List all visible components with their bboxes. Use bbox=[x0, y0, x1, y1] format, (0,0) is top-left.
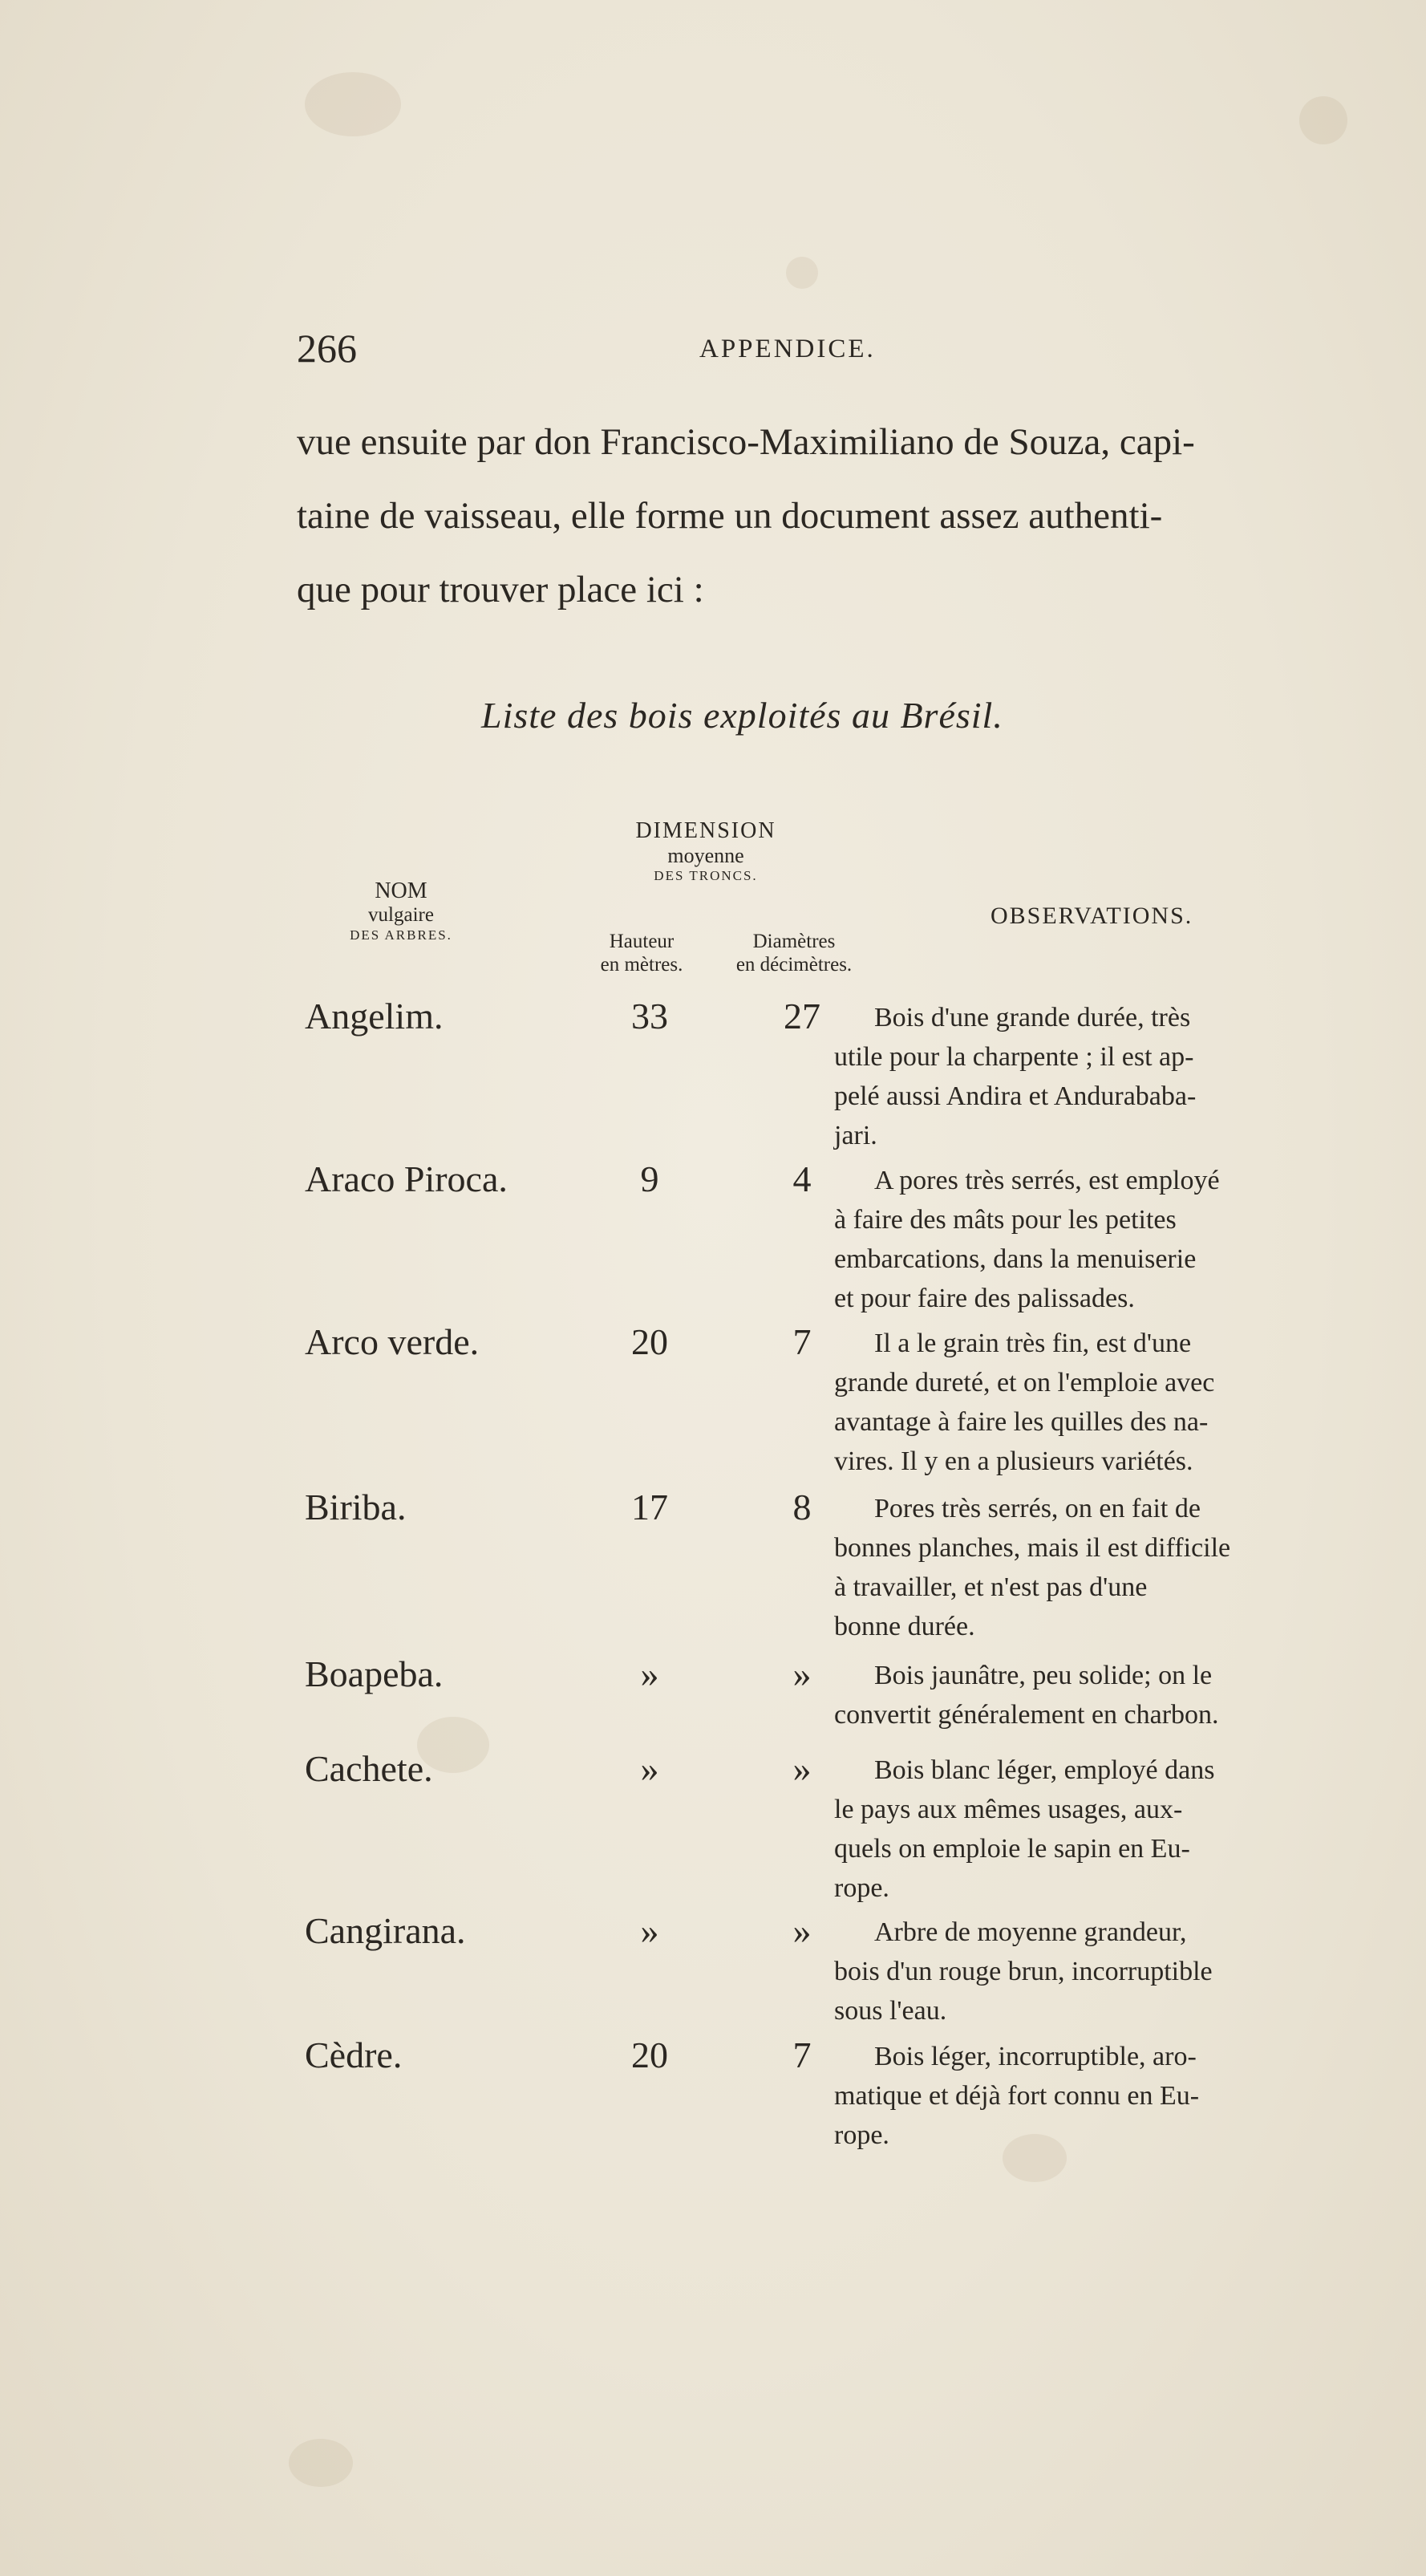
observation-text bbox=[834, 1489, 1319, 1646]
diameter-header-line: en décimètres. bbox=[735, 953, 853, 976]
paper-stain bbox=[305, 72, 401, 136]
observation-line: à faire des mâts pour les petites bbox=[834, 1205, 1177, 1235]
observation-line: Bois léger, incorruptible, aro- bbox=[874, 2042, 1197, 2071]
diameter-value: 7 bbox=[792, 2034, 812, 2075]
observation-text bbox=[834, 1913, 1319, 2030]
height-value: 17 bbox=[631, 1487, 668, 1527]
name-header-line: NOM bbox=[375, 878, 427, 903]
observation-line: sous l'eau. bbox=[834, 1996, 947, 2026]
observation-line: Bois d'une grande durée, très bbox=[874, 1003, 1191, 1032]
tree-name: Cèdre. bbox=[305, 2034, 403, 2075]
table-caption: Liste des bois exploités au Brésil. bbox=[481, 695, 1003, 736]
observation-line: convertit généralement en charbon. bbox=[834, 1700, 1219, 1730]
observation-line: bonne durée. bbox=[834, 1612, 975, 1641]
observation-line: rope. bbox=[834, 2120, 889, 2150]
observation-text bbox=[834, 998, 1319, 1155]
observation-line: utile pour la charpente ; il est ap- bbox=[834, 1042, 1194, 1072]
height-header-line: en mètres. bbox=[600, 953, 683, 976]
tree-name: Biriba. bbox=[305, 1487, 407, 1527]
observation-line: quels on emploie le sapin en Eu- bbox=[834, 1834, 1190, 1864]
observation-text bbox=[834, 1324, 1319, 1481]
tree-name: Cachete. bbox=[305, 1748, 433, 1789]
diameter-value: » bbox=[792, 1653, 812, 1694]
observation-line: embarcations, dans la menuiserie bbox=[834, 1244, 1197, 1274]
tree-name: Boapeba. bbox=[305, 1653, 444, 1694]
name-header-line: vulgaire bbox=[368, 904, 434, 927]
dimension-header-line: moyenne bbox=[667, 844, 744, 868]
diameter-value: » bbox=[792, 1910, 812, 1951]
observation-line: bois d'un rouge brun, incorruptible bbox=[834, 1957, 1213, 1986]
observation-text bbox=[834, 1750, 1319, 1908]
observation-line: A pores très serrés, est employé bbox=[874, 1166, 1220, 1195]
observation-line: Arbre de moyenne grandeur, bbox=[874, 1917, 1187, 1947]
height-column-header bbox=[581, 931, 702, 977]
observation-line: bonnes planches, mais il est difficile bbox=[834, 1533, 1231, 1563]
observation-line: le pays aux mêmes usages, aux- bbox=[834, 1795, 1183, 1824]
height-value: » bbox=[640, 1910, 659, 1951]
tree-name: Angelim. bbox=[305, 996, 444, 1036]
tree-name: Cangirana. bbox=[305, 1910, 466, 1951]
diameter-value: 7 bbox=[792, 1321, 812, 1362]
observation-text bbox=[834, 2037, 1319, 2155]
observation-line: avantage à faire les quilles des na- bbox=[834, 1407, 1209, 1437]
observation-text bbox=[834, 1161, 1319, 1318]
height-header-line: Hauteur bbox=[609, 931, 675, 952]
name-column-header bbox=[329, 878, 473, 943]
paper-stain bbox=[786, 257, 818, 289]
intro-line: vue ensuite par don Francisco-Maximiliano de Souza, capi- bbox=[297, 421, 1195, 463]
dimension-header-line: DES TRONCS. bbox=[654, 868, 758, 884]
observation-line: Bois jaunâtre, peu solide; on le bbox=[874, 1661, 1213, 1690]
intro-paragraph bbox=[297, 405, 1331, 627]
observation-text bbox=[834, 1656, 1319, 1734]
observation-line: jari. bbox=[834, 1121, 877, 1150]
height-value: 9 bbox=[640, 1158, 659, 1199]
height-value: 33 bbox=[631, 996, 668, 1036]
observation-line: rope. bbox=[834, 1873, 889, 1903]
observation-line: à travailler, et n'est pas d'une bbox=[834, 1572, 1148, 1602]
page-header bbox=[297, 325, 1331, 373]
diameter-header-line: Diamètres bbox=[752, 931, 836, 952]
height-value: 20 bbox=[631, 2034, 668, 2075]
diameter-value: 8 bbox=[792, 1487, 812, 1527]
tree-name: Araco Piroca. bbox=[305, 1158, 508, 1199]
observation-line: matique et déjà fort connu en Eu- bbox=[834, 2081, 1200, 2111]
observation-line: pelé aussi Andira et Andurababa- bbox=[834, 1081, 1197, 1111]
page-number: 266 bbox=[297, 326, 357, 371]
observations-column-header: OBSERVATIONS. bbox=[991, 903, 1193, 929]
tree-name: Arco verde. bbox=[305, 1321, 480, 1362]
observation-line: grande dureté, et on l'emploie avec bbox=[834, 1368, 1215, 1398]
intro-line: que pour trouver place ici : bbox=[297, 569, 704, 611]
intro-line: taine de vaisseau, elle forme un document assez authenti- bbox=[297, 495, 1163, 537]
dimension-header-line: DIMENSION bbox=[635, 818, 776, 843]
height-value: 20 bbox=[631, 1321, 668, 1362]
running-head: APPENDICE. bbox=[699, 335, 876, 363]
dimension-header bbox=[545, 818, 866, 884]
observation-line: vires. Il y en a plusieurs variétés. bbox=[834, 1446, 1193, 1476]
name-header-line: DES ARBRES. bbox=[350, 927, 452, 943]
paper-stain bbox=[289, 2439, 353, 2487]
diameter-column-header bbox=[706, 931, 882, 977]
diameter-value: 27 bbox=[784, 996, 820, 1036]
diameter-value: » bbox=[792, 1748, 812, 1789]
observation-line: Bois blanc léger, employé dans bbox=[874, 1755, 1215, 1785]
diameter-value: 4 bbox=[792, 1158, 812, 1199]
height-value: » bbox=[640, 1653, 659, 1694]
paper-stain bbox=[1299, 96, 1347, 144]
height-value: » bbox=[640, 1748, 659, 1789]
observation-line: Pores très serrés, on en fait de bbox=[874, 1494, 1201, 1523]
observation-line: et pour faire des palissades. bbox=[834, 1284, 1135, 1313]
observation-line: Il a le grain très fin, est d'une bbox=[874, 1329, 1192, 1358]
